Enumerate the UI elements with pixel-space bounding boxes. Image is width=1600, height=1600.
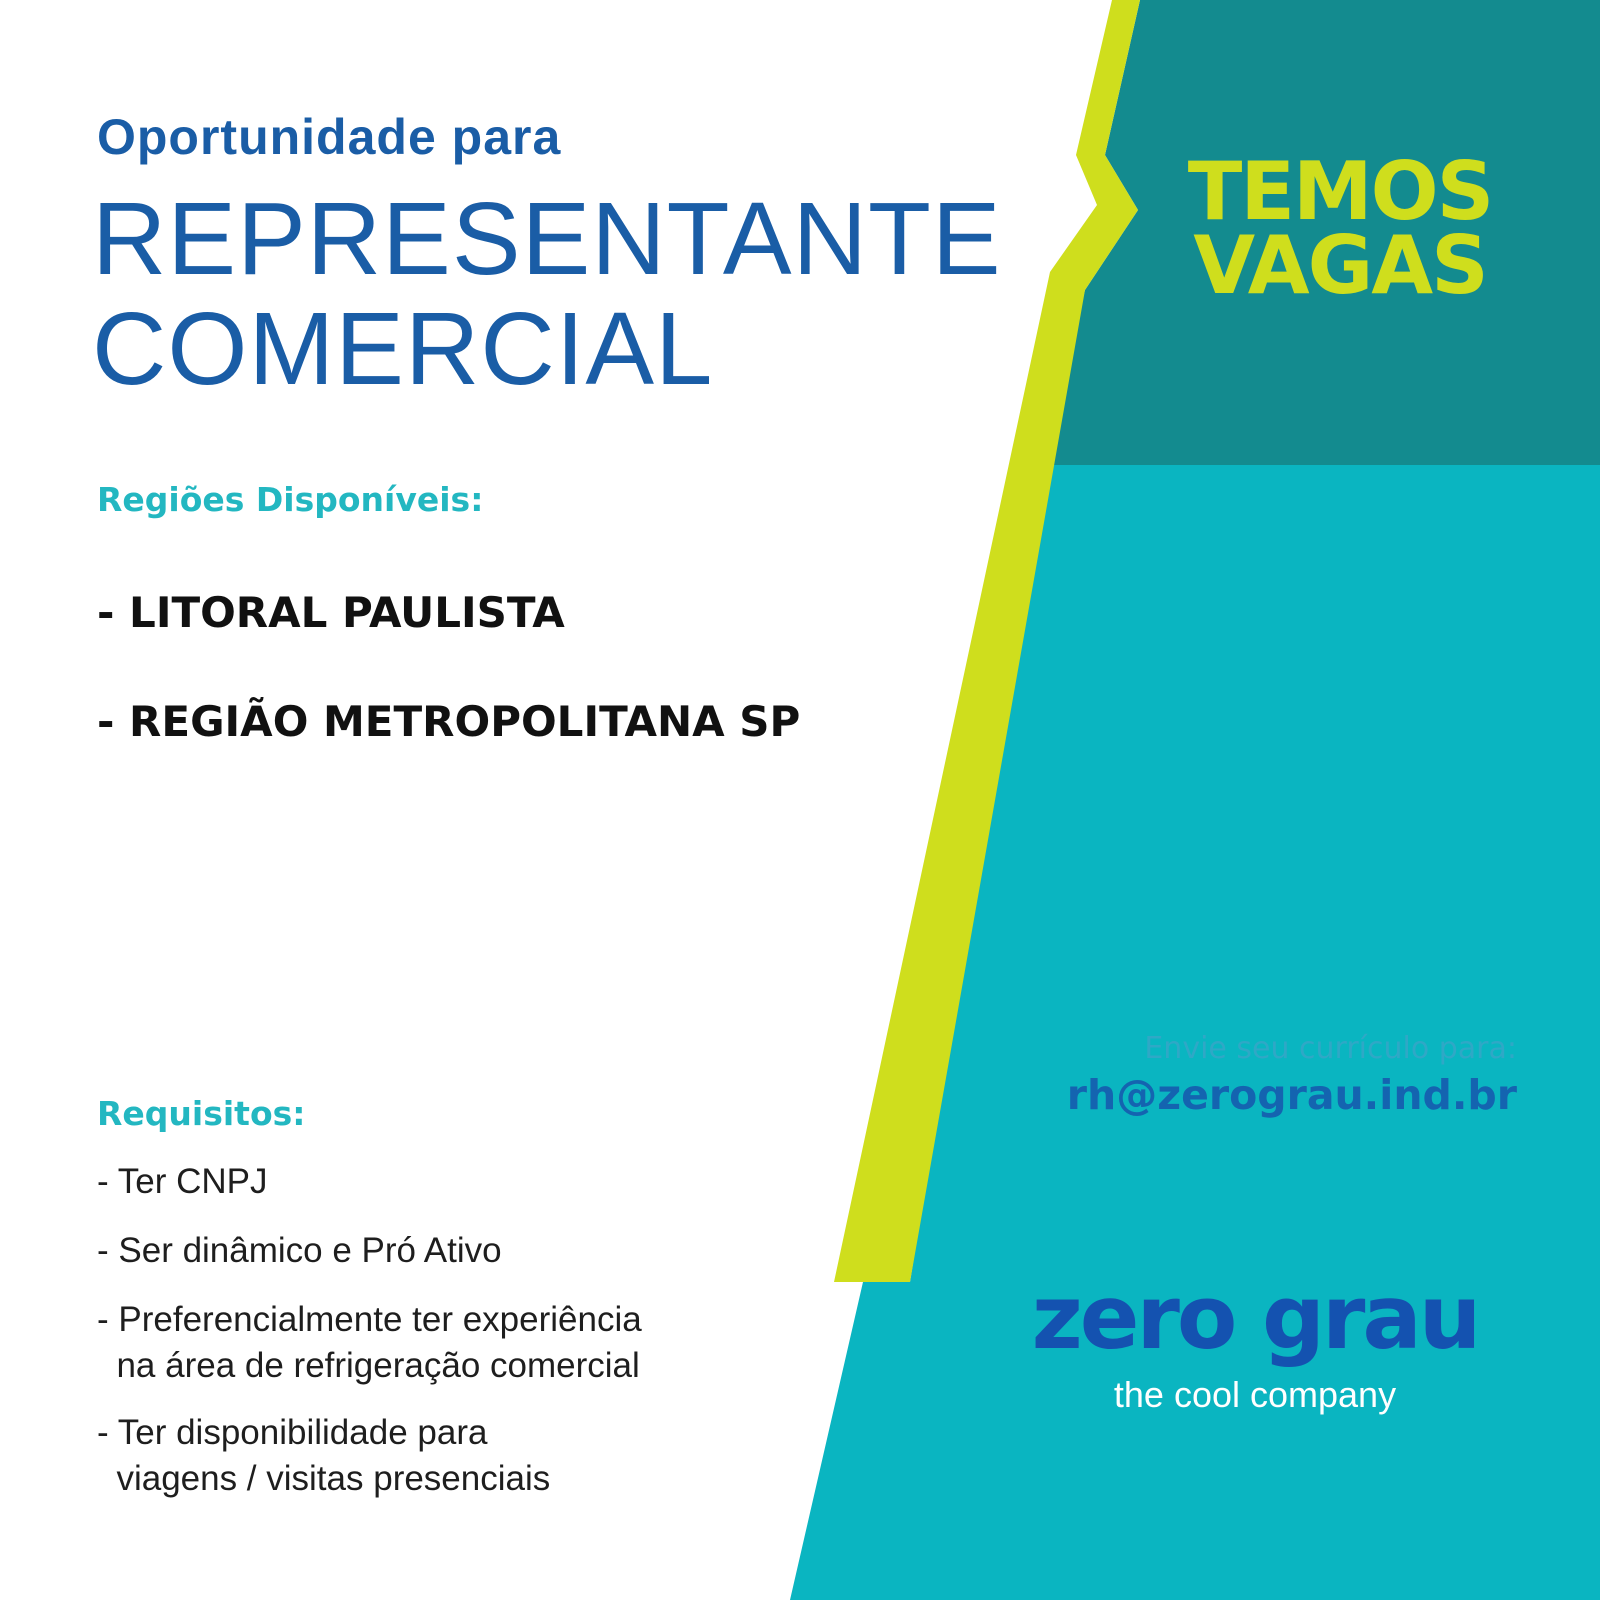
requirements-heading: Requisitos: <box>97 1094 306 1133</box>
banner-line-1: TEMOS <box>1187 145 1493 238</box>
logo-tagline: the cool company <box>1113 1374 1397 1415</box>
region-item: - REGIÃO METROPOLITANA SP <box>97 697 801 746</box>
hiring-banner <box>1140 145 1540 312</box>
requirement-item: - Ter disponibilidade para viagens / visitas presenciais <box>97 1413 551 1498</box>
requirement-item: - Ter CNPJ <box>97 1162 268 1201</box>
company-logo <box>990 1266 1520 1418</box>
region-item: - LITORAL PAULISTA <box>97 588 565 637</box>
title-line-1: REPRESENTANTE <box>92 181 1002 296</box>
contact-text: Envie seu currículo para: <box>1144 1031 1517 1066</box>
title-line-2: COMERCIAL <box>92 291 714 406</box>
subtitle: Oportunidade para <box>97 109 562 165</box>
logo-wordmark: zero grau <box>1031 1266 1479 1369</box>
contact-block <box>1067 1030 1517 1122</box>
contact-email[interactable]: rh@zerograu.ind.br <box>1066 1071 1517 1119</box>
requirement-item: - Ser dinâmico e Pró Ativo <box>97 1231 502 1270</box>
requirement-item: - Preferencialmente ter experiência na área de refrigeração comercial <box>97 1300 642 1385</box>
regions-heading: Regiões Disponíveis: <box>97 480 484 519</box>
banner-line-2: VAGAS <box>1193 219 1487 312</box>
